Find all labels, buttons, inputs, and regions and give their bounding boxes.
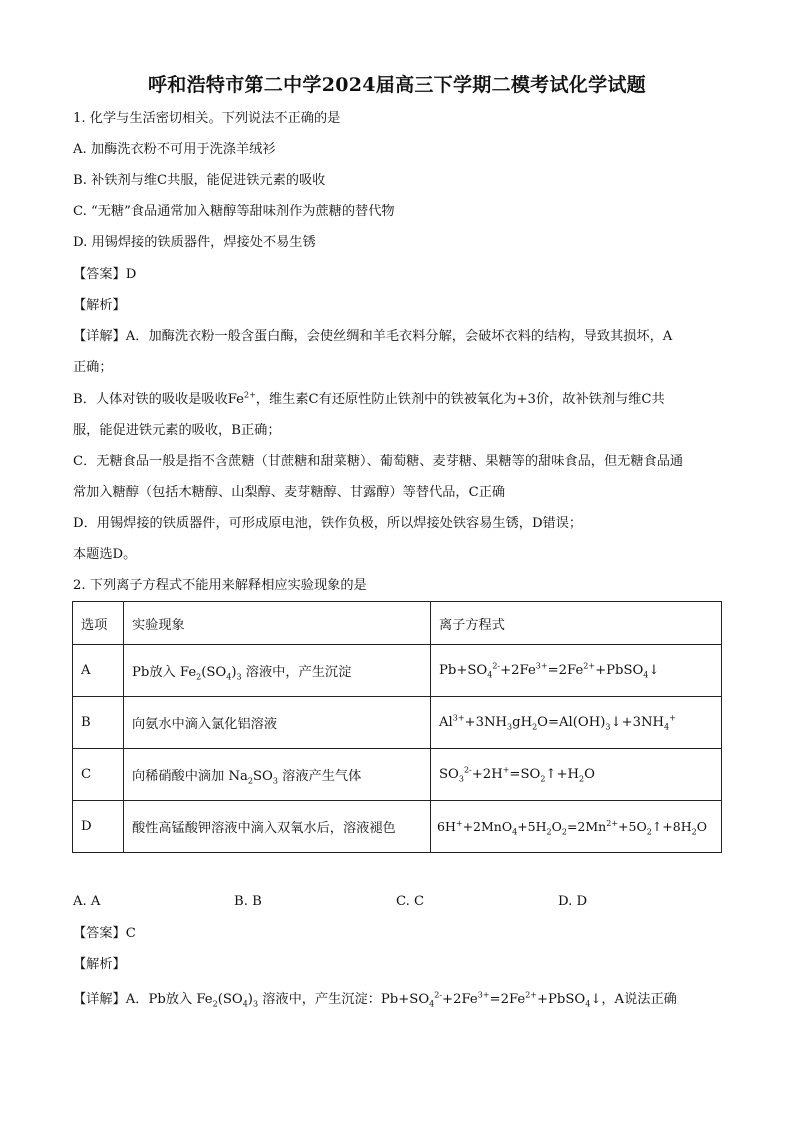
q1-detail-c-line1: C．无糖食品一般是指不含蔗糖（甘蔗糖和甜菜糖）、葡萄糖、麦芽糖、果糖等的甜味食品，但无糖食品通 [73,454,684,469]
choice-c[interactable]: C. C [396,894,425,909]
equation-cell: $Pb+SO_4^{2-}+2Fe^{3+}=2Fe^{2+}+PbSO_4↓$ [431,645,722,697]
q1-option-a: A. 加酶洗衣粉不可用于洗涤羊绒衫 [73,142,276,157]
q1-detail-d: D．用锡焊接的铁质器件，可形成原电池，铁作负极，所以焊接处铁容易生锈，D错误； [73,516,583,531]
q1-option-c: C. “无糖”食品通常加入糖醇等甜味剂作为蔗糖的替代物 [73,204,395,219]
phenomenon-cell: 酸性高锰酸钾溶液中滴入双氧水后，溶液褪色 [124,801,431,853]
q2-analysis-label: 【解析】 [73,957,126,972]
option-cell: D [73,801,124,853]
equation-cell: $SO_3^{2-}+2H^+=SO_2↑+H_2O$ [431,749,722,801]
option-cell: C [73,749,124,801]
equation-cell: $6H^++2MnO_4+5H_2O_2=2Mn^{2+}+5O_2↑+8H_2O$ [431,801,722,853]
detail-text: ，A说法正确 [601,992,677,1007]
detail-text: ，维生素C有还原性防止铁剂中的铁被氧化为+3价，故补铁剂与维C共 [255,392,665,407]
detail-text: 【详解】A．Pb放入 [73,992,193,1007]
table-header-cell: 离子方程式 [431,602,722,645]
q1-detail-c-line2: 常加入糖醇（包括木糖醇、山梨醇、麦芽糖醇、甘露醇）等替代品，C正确 [73,485,506,500]
answer-label: 【答案】 [73,926,126,941]
table-row [73,801,722,853]
q1-detail-b-line1 [73,391,665,409]
phenomenon-text: 溶液中，产生沉淀 [245,665,352,680]
answer-value: D [125,267,137,282]
equation-cell: $Al^{3+}+3NH_3gH_2O=Al(OH)_3↓+3NH_4^+$ [431,697,722,749]
q1-answer [73,266,136,284]
table-row [73,645,722,697]
phenomenon-text: 向稀硝酸中滴加 [132,769,225,784]
table-header-cell: 实验现象 [124,602,431,645]
phenomenon-text: 溶液产生气体 [282,769,362,784]
answer-value: C [125,926,136,941]
q2-detail-a: 【详解】A．Pb放入 $Fe_2(SO_4)_3$ 溶液中，产生沉淀：$Pb+SO_4^{2-}+2Fe^{3+}=2Fe^{2+}+PbSO_4↓$，A说法正确 [73,990,677,1009]
q1-detail-b-line2: 服，能促进铁元素的吸收，B正确； [73,423,281,438]
answer-label: 【答案】 [73,267,126,282]
phenomenon-cell: 向氨水中滴入氯化铝溶液 [124,697,431,749]
page-title: 呼和浩特市第二中学2024届高三下学期二模考试化学试题 [148,74,646,96]
q2-stem: 2. 下列离子方程式不能用来解释相应实验现象的是 [73,578,367,593]
choice-d[interactable]: D. D [558,894,588,909]
q1-detail-a-line1: 【详解】A．加酶洗衣粉一般含蛋白酶，会使丝绸和羊毛衣料分解，会破坏衣料的结构，导致其损坏，A [73,329,673,344]
q1-stem: 1. 化学与生活密切相关。下列说法不正确的是 [73,111,341,126]
phenomenon-text: Pb放入 [132,665,176,680]
option-cell: B [73,697,124,749]
q1-analysis-label: 【解析】 [73,298,126,313]
q1-option-d: D. 用锡焊接的铁质器件，焊接处不易生锈 [73,235,316,250]
phenomenon-cell: 向稀硝酸中滴加 $Na_2SO_3$ 溶液产生气体 [124,749,431,801]
choice-b[interactable]: B. B [234,894,262,909]
table-row [73,697,722,749]
option-cell: A [73,645,124,697]
q1-detail-a-line2: 正确； [73,360,113,375]
table-header-cell: 选项 [73,602,124,645]
table-row [73,749,722,801]
detail-text: 溶液中，产生沉淀： [262,992,381,1007]
detail-text: B．人体对铁的吸收是吸收Fe [73,392,244,407]
choice-a[interactable]: A. A [73,894,101,909]
q1-conclusion: 本题选D。 [73,547,137,562]
phenomenon-cell: Pb放入 $Fe_2(SO_4)_3$ 溶液中，产生沉淀 [124,645,431,697]
charge-superscript: 2+ [244,390,256,400]
q2-answer [73,925,136,943]
q1-option-b: B. 补铁剂与维C共服，能促进铁元素的吸收 [73,173,326,188]
table-header-row [73,602,722,645]
q2-table [72,601,722,853]
